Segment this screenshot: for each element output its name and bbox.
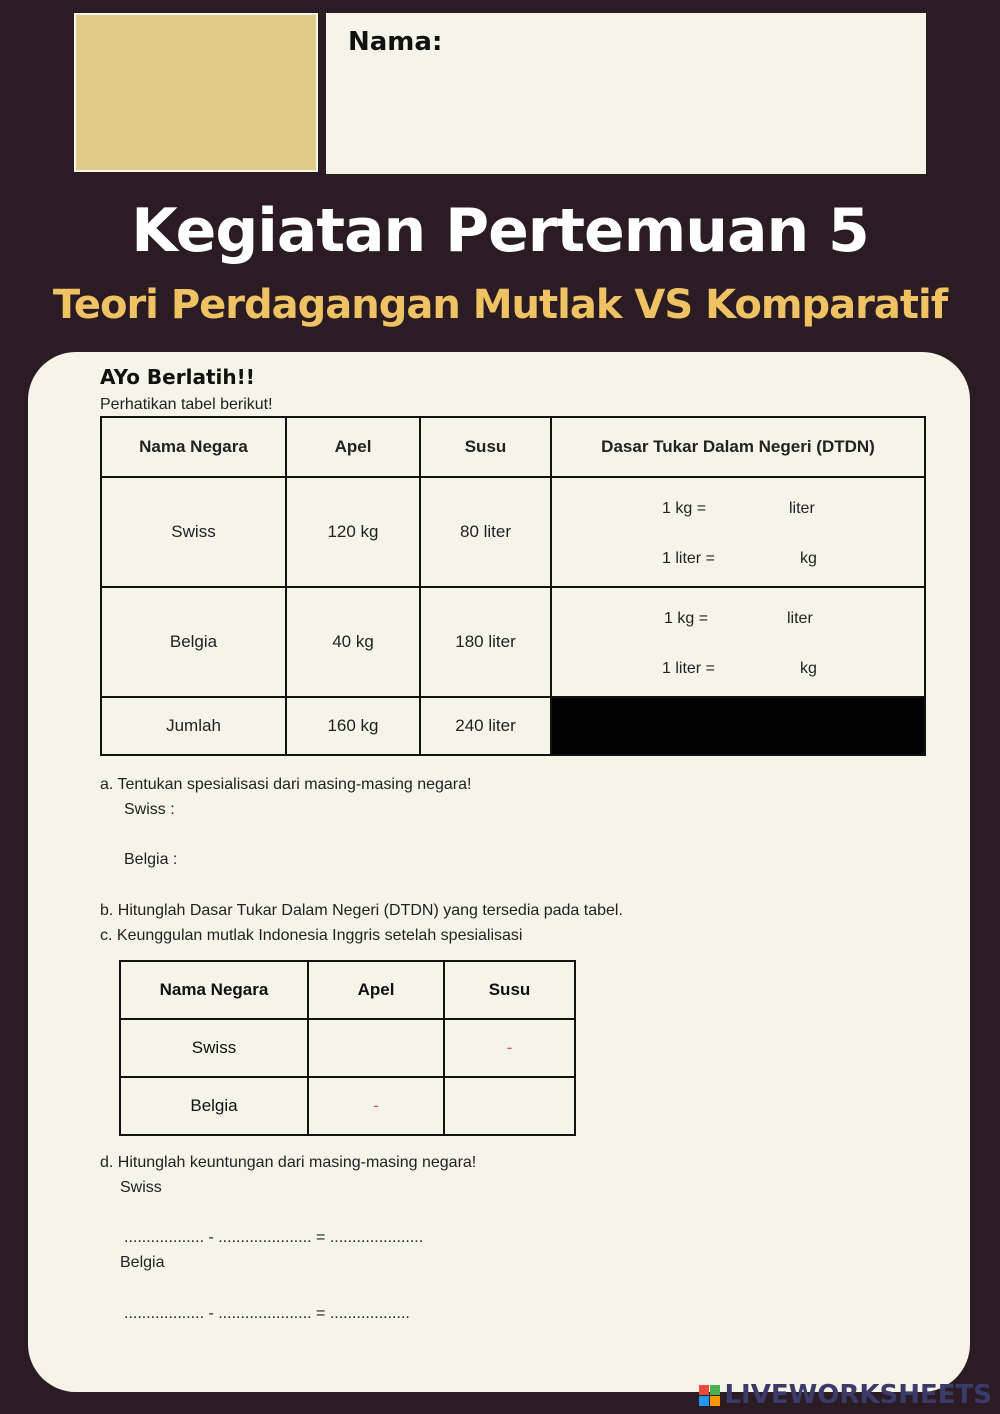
cell-dtdn[interactable] <box>551 477 925 587</box>
advantage-table <box>119 960 576 1136</box>
profit-line-swiss[interactable]: .................. - ..................... = ..................... <box>124 1229 424 1246</box>
profit-label-belgia: Belgia <box>120 1254 165 1271</box>
cell-susu-answer[interactable]: - <box>444 1019 575 1077</box>
profit-line-belgia[interactable]: .................. - ..................... = .................. <box>124 1305 410 1322</box>
cell-country: Belgia <box>120 1077 308 1135</box>
table-header: Susu <box>420 417 551 477</box>
dtdn-liter-unit: liter <box>787 610 813 627</box>
liveworksheets-logo-icon <box>699 1385 720 1406</box>
page-subtitle: Teori Perdagangan Mutlak VS Komparatif <box>52 282 948 328</box>
table-row <box>101 587 925 697</box>
dtdn-liter-unit: liter <box>789 500 815 517</box>
table-row <box>120 1077 575 1135</box>
cell-susu-answer[interactable] <box>444 1077 575 1135</box>
name-box[interactable] <box>326 13 926 174</box>
cell-country: Swiss <box>120 1019 308 1077</box>
photo-box <box>74 13 318 172</box>
table-header: Apel <box>286 417 420 477</box>
dtdn-kg-unit: kg <box>800 660 817 677</box>
question-a: a. Tentukan spesialisasi dari masing-masing negara! <box>100 776 472 793</box>
profit-label-swiss: Swiss <box>120 1179 162 1196</box>
table-header: Nama Negara <box>101 417 286 477</box>
question-b: b. Hitunglah Dasar Tukar Dalam Negeri (DTDN) yang tersedia pada tabel. <box>100 902 623 919</box>
question-d: d. Hitunglah keuntungan dari masing-masing negara! <box>100 1154 477 1171</box>
table-header: Apel <box>308 961 444 1019</box>
cell-apel: 120 kg <box>286 477 420 587</box>
cell-apel-answer[interactable] <box>308 1019 444 1077</box>
cell-apel: 40 kg <box>286 587 420 697</box>
table-header: Dasar Tukar Dalam Negeri (DTDN) <box>551 417 925 477</box>
liveworksheets-watermark <box>699 1380 992 1410</box>
table-header: Nama Negara <box>120 961 308 1019</box>
dtdn-liter-prefix: 1 liter = <box>662 550 715 567</box>
answer-label-belgia: Belgia : <box>124 851 178 868</box>
answer-label-swiss: Swiss : <box>124 801 175 818</box>
dtdn-table <box>100 416 926 756</box>
section-heading: AYo Berlatih!! <box>100 365 255 389</box>
cell-country: Swiss <box>101 477 286 587</box>
dtdn-liter-prefix: 1 liter = <box>662 660 715 677</box>
page-title: Kegiatan Pertemuan 5 <box>131 196 869 266</box>
cell-country: Belgia <box>101 587 286 697</box>
table-row <box>120 1019 575 1077</box>
cell-susu: 80 liter <box>420 477 551 587</box>
name-label: Nama: <box>348 27 443 57</box>
cell-susu: 240 liter <box>420 697 551 755</box>
table-row <box>101 477 925 587</box>
watermark-text: LIVEWORKSHEETS <box>724 1380 992 1410</box>
table-row <box>101 697 925 755</box>
cell-dtdn[interactable] <box>551 587 925 697</box>
cell-apel: 160 kg <box>286 697 420 755</box>
cell-country: Jumlah <box>101 697 286 755</box>
table-header: Susu <box>444 961 575 1019</box>
intro-text: Perhatikan tabel berikut! <box>100 396 273 413</box>
dtdn-kg-prefix: 1 kg = <box>664 610 709 627</box>
question-c: c. Keunggulan mutlak Indonesia Inggris setelah spesialisasi <box>100 927 523 944</box>
dtdn-kg-unit: kg <box>800 550 817 567</box>
cell-apel-answer[interactable]: - <box>308 1077 444 1135</box>
blacked-out-cell <box>551 697 925 755</box>
dtdn-kg-prefix: 1 kg = <box>662 500 707 517</box>
cell-susu: 180 liter <box>420 587 551 697</box>
